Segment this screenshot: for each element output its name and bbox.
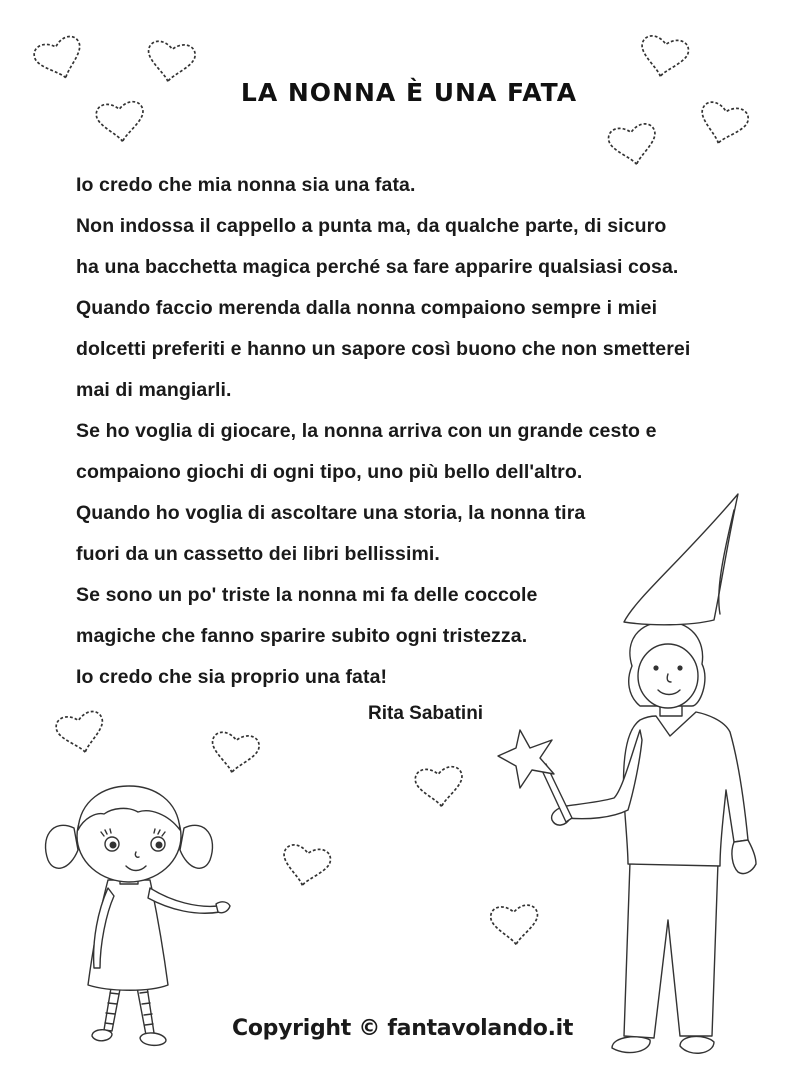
heart-icon (637, 34, 690, 80)
heart-icon (279, 843, 332, 889)
poem-line: Se ho voglia di giocare, la nonna arriva con un grande cesto e (76, 420, 657, 442)
poem-line: magiche che fanno sparire subito ogni tristezza. (76, 625, 528, 647)
heart-icon (607, 122, 660, 168)
copyright-notice: Copyright © fantavolando.it (232, 1016, 574, 1041)
heart-icon (490, 904, 539, 946)
heart-icon (414, 766, 465, 809)
poem-line: Io credo che sia proprio una fata! (76, 666, 388, 688)
poem-line: Io credo che mia nonna sia una fata. (76, 174, 416, 196)
poem-line: Quando ho voglia di ascoltare una storia, la nonna tira (76, 502, 586, 524)
poem-line: mai di mangiarli. (76, 379, 232, 401)
poem-line: ha una bacchetta magica perché sa fare apparire qualsiasi cosa. (76, 256, 679, 278)
poem-line: Se sono un po' triste la nonna mi fa delle coccole (76, 584, 538, 606)
poem-line: dolcetti preferiti e hanno un sapore così buono che non smetterei (76, 338, 691, 360)
poem-text (76, 170, 690, 703)
poem-line: Non indossa il cappello a punta ma, da qualche parte, di sicuro (76, 215, 667, 237)
poem-line: Quando faccio merenda dalla nonna compaiono sempre i miei (76, 297, 658, 319)
poem-line: compaiono giochi di ogni tipo, uno più bello dell'altro. (76, 461, 583, 483)
author-name: Rita Sabatini (368, 703, 484, 724)
heart-icon (54, 710, 108, 758)
page-title: LA NONNA È UNA FATA (240, 78, 578, 107)
heart-icon (209, 731, 261, 776)
girl-figure (46, 786, 230, 1045)
star-wand (498, 730, 572, 822)
heart-icon (696, 100, 751, 149)
poem-line: fuori da un cassetto dei libri bellissimi. (76, 543, 440, 565)
heart-icon (95, 101, 146, 144)
